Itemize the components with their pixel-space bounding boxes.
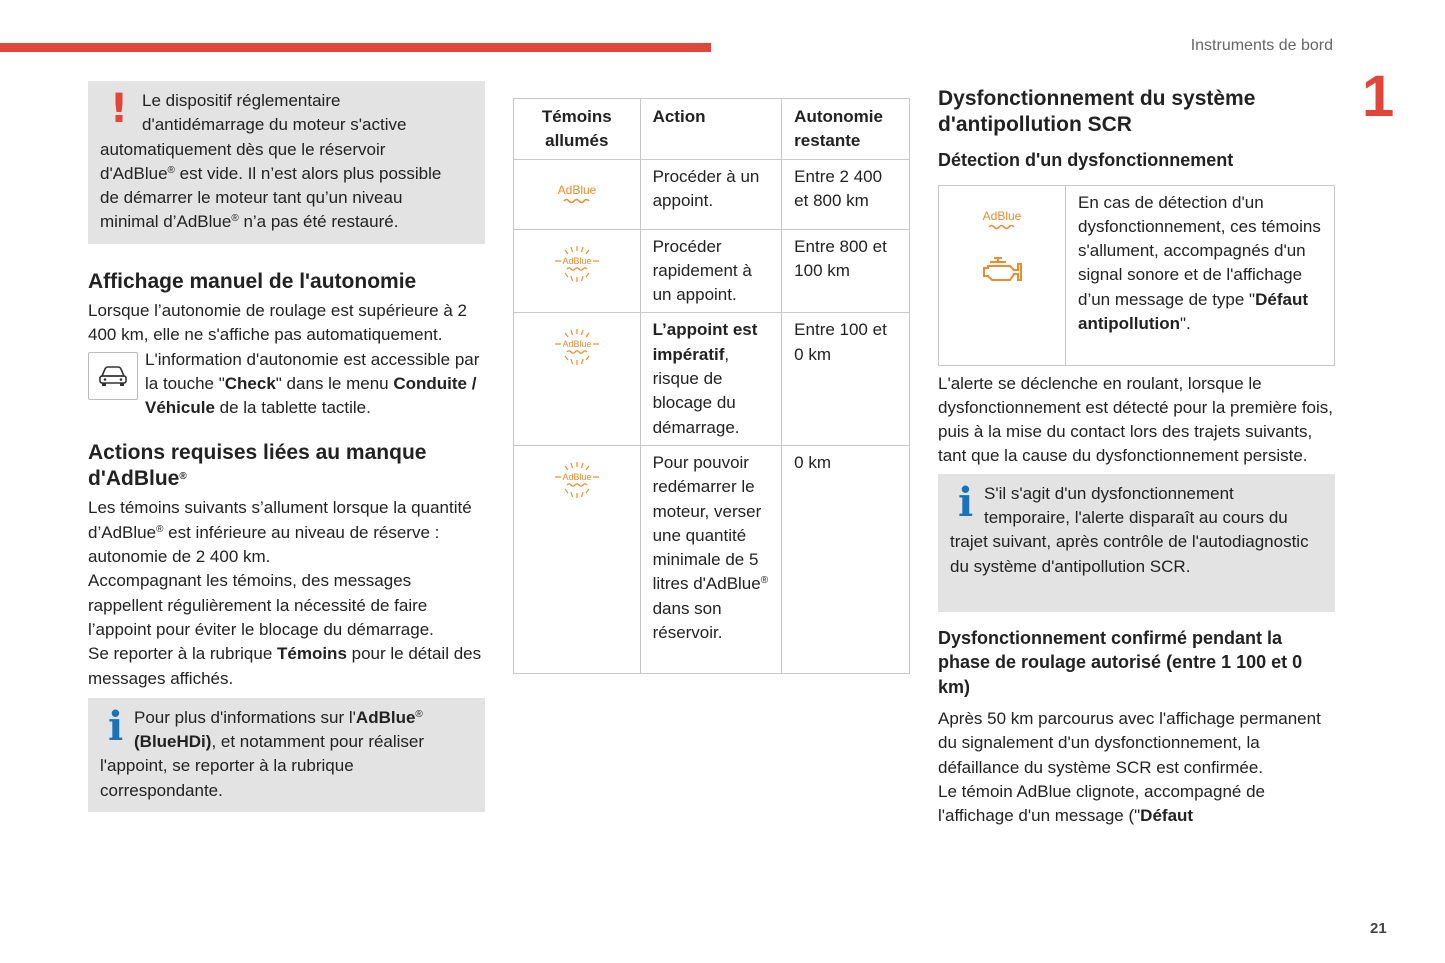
table-cell-range: Entre 800 et 100 km [782, 229, 910, 313]
adblue-icon [976, 206, 1028, 234]
table-cell-range: Entre 100 et 0 km [782, 313, 910, 445]
table-row [514, 229, 910, 313]
svg-text:AdBlue: AdBlue [982, 208, 1022, 223]
table-cell-icons [939, 185, 1066, 365]
adblue-flashing-icon [551, 327, 603, 367]
subtitle-confirmed: Dysfonctionnement confirmé pendant la phase de roulage autorisé (entre 1 100 et 0 km) [938, 627, 1303, 697]
adblue-flashing-icon [551, 460, 603, 500]
section-header-title: Instruments de bord [1190, 37, 1333, 54]
adblue-actions-paragraph-1: Les témoins suivants s’allument lorsque la quantité d’AdBlue® est inférieure au niveau de réserve : autonomie de 2 400 km. [88, 498, 472, 567]
alert-paragraph: L'alerte se déclenche en roulant, lorsque le dysfonctionnement est détecté pour la première fois, puis à la mise du contact lors des trajets suivants, tant que la cause du dysfonctionnement persiste. [938, 373, 1333, 466]
table-row [514, 159, 910, 229]
table-cell-icon [514, 159, 641, 229]
table-cell-text: En cas de détection d'un dysfonctionnement, ces témoins s'allument, accompagnés d'un signal sonore et de l'affichage d’un message de type "Défaut antipollution". [1066, 185, 1335, 365]
warning-text: Le dispositif réglementaire d'antidémarrage du moteur s'active automatiquement dès que le réservoir d'AdBlue® est vide. Il n’est alors plus possible de démarrer le moteur tant qu’un niveau minimal d’AdBlue® n’a pas été restauré. [100, 91, 442, 232]
adblue-icon [551, 174, 603, 214]
svg-text:AdBlue: AdBlue [557, 182, 597, 197]
subtitle-detection: Détection d'un dysfonctionnement [938, 150, 1234, 170]
info-box-temporary-text: S'il s'agit d'un dysfonctionnement temporaire, l'alerte disparaît au cours du trajet suivant, après contrôle de l'autodiagnostic du système d'antipollution SCR. [950, 483, 1309, 576]
warning-box [88, 81, 485, 244]
info-box-adblue [88, 698, 485, 812]
confirmed-paragraph: Après 50 km parcourus avec l'affichage permanent du signalement d'un dysfonctionnement, la défaillance du système SCR est confirmée. [938, 709, 1321, 777]
blinking-paragraph: Le témoin AdBlue clignote, accompagné de l'affichage d'un message ("Défaut [938, 782, 1266, 826]
table-cell-icon [514, 229, 641, 313]
manual-range-paragraph: Lorsque l’autonomie de roulage est supérieure à 2 400 km, elle ne s'affiche pas automatiquement. [88, 301, 467, 345]
warning-exclamation-icon: ! [109, 86, 129, 132]
table-cell-icon [514, 313, 641, 445]
info-box-temporary [938, 474, 1335, 612]
svg-text:AdBlue: AdBlue [562, 339, 592, 350]
table-cell-action: L’appoint est impératif, risque de blocage du démarrage. [640, 313, 782, 445]
right-column [938, 86, 1335, 829]
left-column [88, 81, 485, 812]
table-cell-action: Procéder rapidement à un appoint. [640, 229, 782, 313]
adblue-flashing-icon [551, 244, 603, 284]
table-cell-action: Procéder à un appoint. [640, 159, 782, 229]
table-row [514, 445, 910, 673]
table-row [514, 313, 910, 445]
table-cell-action: Pour pouvoir redémarrer le moteur, verser une quantité minimale de 5 litres d'AdBlue® dans son réservoir. [640, 445, 782, 673]
info-box-adblue-text: Pour plus d'informations sur l'AdBlue® (BlueHDi), et notamment pour réaliser l'appoint, se reporter à la rubrique correspondante. [100, 707, 425, 800]
section-title-adblue-actions: Actions requises liées au manque d'AdBlue® [88, 441, 427, 491]
section-title-scr-malfunction: Dysfonctionnement du système d'antipollution SCR [938, 87, 1256, 136]
page-number: 21 [1370, 920, 1387, 937]
check-menu-paragraph: L'information d'autonomie est accessible par la touche "Check" dans le menu Conduite / Véhicule de la tablette tactile. [145, 349, 480, 418]
table-header-cell: Autonomie restante [782, 99, 910, 160]
section-title-manual-range: Affichage manuel de l'autonomie [88, 270, 417, 293]
info-icon: i [958, 478, 974, 526]
table-header-cell: Témoins allumés [514, 99, 641, 160]
table-cell-range: 0 km [782, 445, 910, 673]
car-check-icon [88, 352, 138, 400]
adblue-actions-paragraph-2: Accompagnant les témoins, des messages rappellent régulièrement la nécessité de faire l’appoint pour éviter le blocage du démarrage. [88, 571, 434, 639]
detection-table [938, 185, 1335, 366]
info-icon: i [108, 702, 124, 750]
table-row [939, 185, 1335, 365]
svg-text:AdBlue: AdBlue [562, 255, 592, 266]
table-cell-icon [514, 445, 641, 673]
table-header-row [514, 99, 910, 160]
adblue-range-table [513, 98, 910, 674]
header-accent-bar [0, 43, 711, 52]
engine-icon [980, 253, 1024, 287]
adblue-actions-paragraph-3: Se reporter à la rubrique Témoins pour le détail des messages affichés. [88, 644, 482, 688]
table-header-cell: Action [640, 99, 782, 160]
svg-text:AdBlue: AdBlue [562, 471, 592, 482]
chapter-number: 1 [1362, 64, 1395, 129]
table-cell-range: Entre 2 400 et 800 km [782, 159, 910, 229]
